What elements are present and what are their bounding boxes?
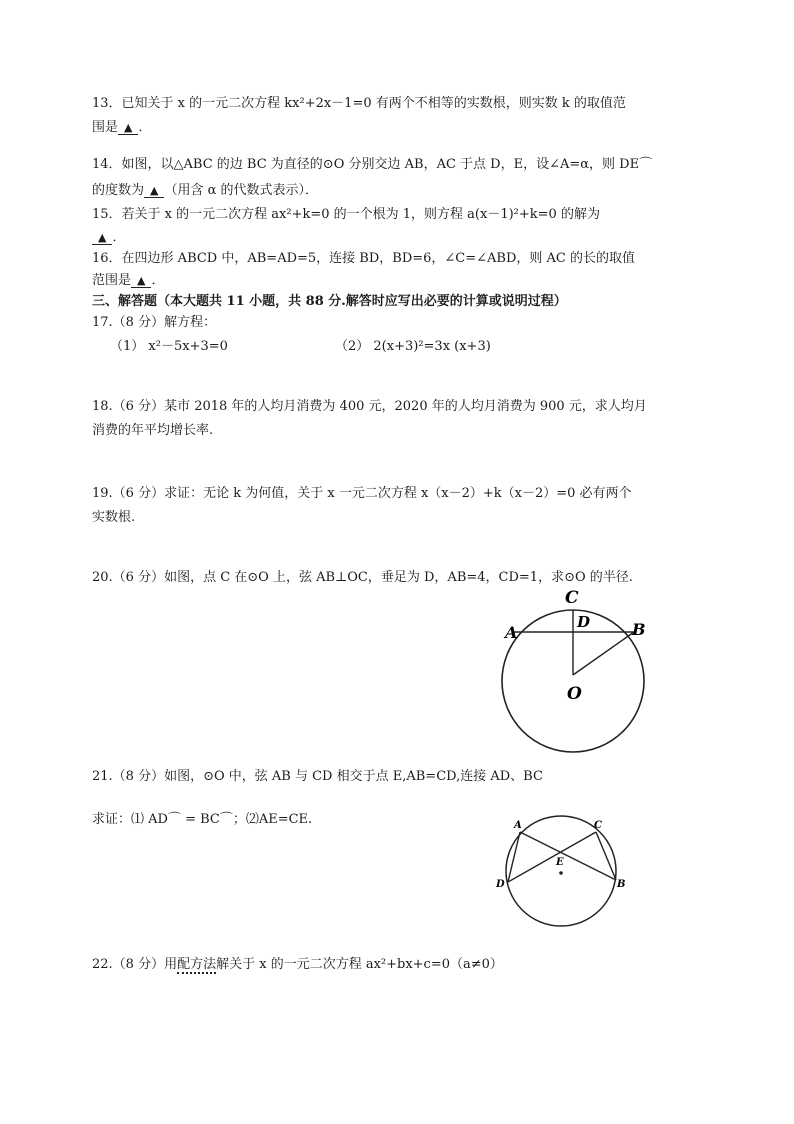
q21-label-e: E [556, 857, 564, 868]
q13-answer-blank [118, 121, 138, 135]
q17-part1: （1） x²－5x+3=0 [110, 339, 228, 354]
q16-line2 [92, 271, 165, 292]
q22-post: 解关于 x 的一元二次方程 ax²+bx+c=0（a≠0） [216, 957, 503, 972]
q18-line1: 18.（6 分）某市 2018 年的人均月消费为 400 元，2020 年的人均月消费为 900 元，求人均月 [92, 399, 647, 414]
q15-line2 [92, 228, 125, 249]
q21-segment-ad [508, 832, 520, 882]
q21-label-b: B [617, 879, 626, 890]
q15-line1: 15．若关于 x 的一元二次方程 ax²+k=0 的一个根为 1，则方程 a(x－1)²+k=0 的解为 [92, 207, 600, 222]
q13-line2 [92, 118, 152, 139]
q16-line2-pre: 范围是 [92, 273, 132, 288]
q19-line2: 实数根. [92, 510, 136, 525]
q17-part2: （2） 2(x+3)²=3x (x+3) [335, 339, 491, 354]
q22-pre: 22.（8 分）用 [92, 957, 178, 972]
q21-label-c: C [594, 820, 602, 831]
q15-line2-post: ． [112, 230, 126, 245]
q21-line2: 求证：⑴ AD⌒ = BC⌒；⑵AE=CE. [92, 812, 313, 827]
q20-label-a: A [505, 623, 518, 642]
q20-circle-diagram [495, 585, 675, 770]
q21-label-d: D [496, 879, 505, 890]
q20-label-b: B [632, 620, 646, 639]
triangle-icon: ▲ [137, 274, 146, 287]
q20-line1: 20.（6 分）如图，点 C 在⊙O 上，弦 AB⊥OC，垂足为 D，AB=4，CD=1，求⊙O 的半径. [92, 570, 633, 585]
q14-line2-pre: 的度数为 [92, 183, 145, 198]
q14-line1: 14．如图，以△ABC 的边 BC 为直径的⊙O 分别交边 AB，AC 于点 D，E，设∠A=α，则 DE⌒ [92, 157, 653, 172]
q13-line2-post: ． [138, 120, 152, 135]
q21-center-dot [559, 871, 563, 875]
q18-line2: 消费的年平均增长率. [92, 423, 214, 438]
q17-title: 17.（8 分）解方程： [92, 315, 217, 330]
q22-line [92, 955, 503, 976]
q19-line1: 19.（6 分）求证：无论 k 为何值，关于 x 一元二次方程 x（x－2）+k（x－2）=0 必有两个 [92, 486, 632, 501]
q20-label-d: D [577, 613, 591, 631]
q20-segment-ob [573, 632, 634, 675]
triangle-icon: ▲ [124, 121, 133, 134]
q21-chord-ab [520, 832, 616, 880]
triangle-icon: ▲ [98, 231, 107, 244]
q13-line2-pre: 围是 [92, 120, 119, 135]
q14-answer-blank [144, 184, 164, 198]
q22-emphasis: 配方法 [177, 957, 217, 972]
q20-label-o: O [567, 684, 582, 704]
q16-line2-post: ． [151, 273, 165, 288]
q15-answer-blank [92, 231, 112, 245]
section-3-heading: 三、解答题（本大题共 11 小题，共 88 分.解答时应写出必要的计算或说明过程） [92, 294, 567, 309]
q14-line2 [92, 181, 318, 202]
q14-line2-post: （用含 α 的代数式表示）． [164, 183, 319, 198]
triangle-icon: ▲ [150, 184, 159, 197]
q13-line1: 13．已知关于 x 的一元二次方程 kx²+2x－1=0 有两个不相等的实数根，则实数 k 的取值范 [92, 96, 626, 111]
q21-line1: 21.（8 分）如图，⊙O 中，弦 AB 与 CD 相交于点 E,AB=CD,连接 AD、BC [92, 769, 543, 784]
q16-answer-blank [131, 274, 151, 288]
q21-circle-diagram [490, 810, 640, 940]
q16-line1: 16．在四边形 ABCD 中，AB=AD=5，连接 BD，BD=6，∠C=∠ABD，则 AC 的长的取值 [92, 251, 636, 266]
q21-chord-cd [508, 832, 596, 882]
q21-label-a: A [514, 820, 522, 831]
q20-label-c: C [565, 588, 579, 608]
